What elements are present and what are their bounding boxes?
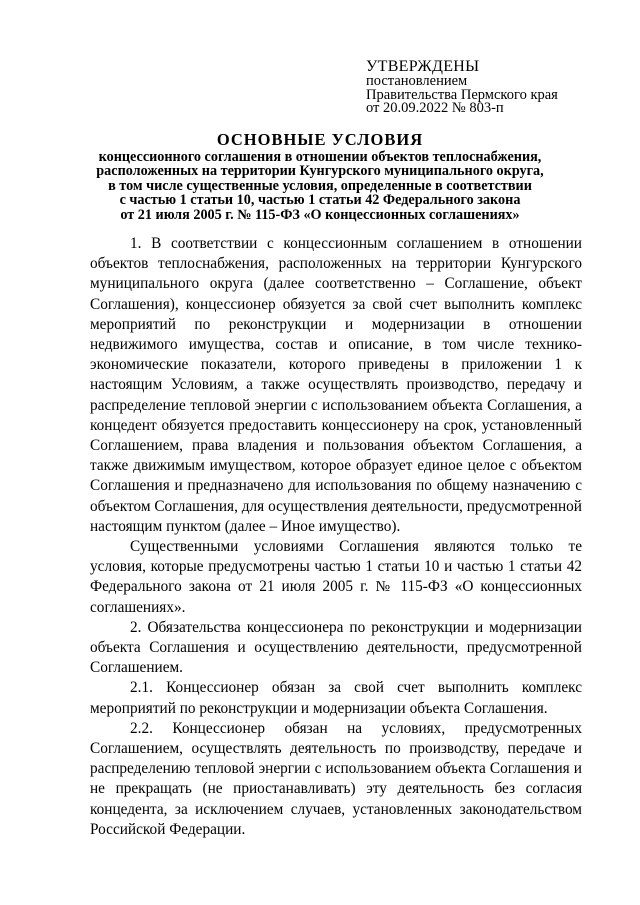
approval-line-1: постановлением (366, 73, 468, 89)
paragraph-2-1: 2.1. Концессионер обязан за свой счет выполнить комплекс мероприятий по реконструкции и модернизации объекта Соглашения. (90, 679, 582, 717)
approval-title: УТВЕРЖДЕНЫ (366, 58, 480, 75)
paragraph-2-2: 2.2. Концессионер обязан на условиях, предусмотренных Соглашением, осуществлять деятельность по производству, передаче и распределению тепловой энергии с использованием объекта Соглашения и не прекращать (не приостанавливать) эту деятельность без согласия концедента, за исключением случаев, установленных законодательством Российской Федерации. (90, 719, 582, 838)
document-title: ОСНОВНЫЕ УСЛОВИЯ (216, 130, 424, 149)
approval-stamp (366, 58, 616, 116)
paragraph-essential-conditions: Существенными условиями Соглашения являются только те условия, которые предусмотрены частью 1 статьи 10 и частью 1 статьи 42 Федерального закона от 21 июля 2005 г. № 115-ФЗ «О концессионных соглашениях». (90, 538, 582, 616)
subtitle-line: с частью 1 статьи 10, частью 1 статьи 42 Федерального закона (119, 192, 521, 209)
paragraph-1: 1. В соответствии с концессионным соглашением в отношении объектов теплоснабжения, расположенных на территории Кунгурского муниципального округа (далее соответственно – Соглашение, объект Соглашения), концессионер обязуется за свой счет выполнить комплекс мероприятий по реконструкции и модернизации в отношении недвижимого имущества, состав и описание, в том числе технико-экономические показатели, которого приведены в приложении 1 к настоящим Условиям, а также осуществлять производство, передачу и распределение тепловой энергии с использованием объекта Соглашения, а концедент обязуется предоставить концессионеру на срок, установленный Соглашением, права владения и пользования объектом Соглашения, а также движимым имуществом, которое образует единое целое с объектом Соглашения и предназначено для использования по общему назначению с объектом Соглашения, для осуществления деятельности, предусмотренной настоящим пунктом (далее – Иное имущество). (90, 235, 582, 535)
subtitle-line: от 21 июля 2005 г. № 115-ФЗ «О концессионных соглашениях» (120, 206, 520, 223)
subtitle-line: расположенных на территории Кунгурского муниципального округа, (96, 163, 544, 180)
paragraph-2: 2. Обязательства концессионера по реконструкции и модернизации объекта Соглашения и осуществлению деятельности, предусмотренной Соглашением. (90, 618, 582, 677)
subtitle-line: в том числе существенные условия, определенные в соответствии (108, 177, 532, 194)
document-body (90, 234, 582, 840)
approval-line-2: Правительства Пермского края (366, 86, 558, 103)
approval-line-3: от 20.09.2022 № 803-п (366, 100, 504, 116)
document-subtitle (60, 150, 580, 222)
subtitle-line: концессионного соглашения в отношении объектов теплоснабжения, (98, 149, 542, 165)
